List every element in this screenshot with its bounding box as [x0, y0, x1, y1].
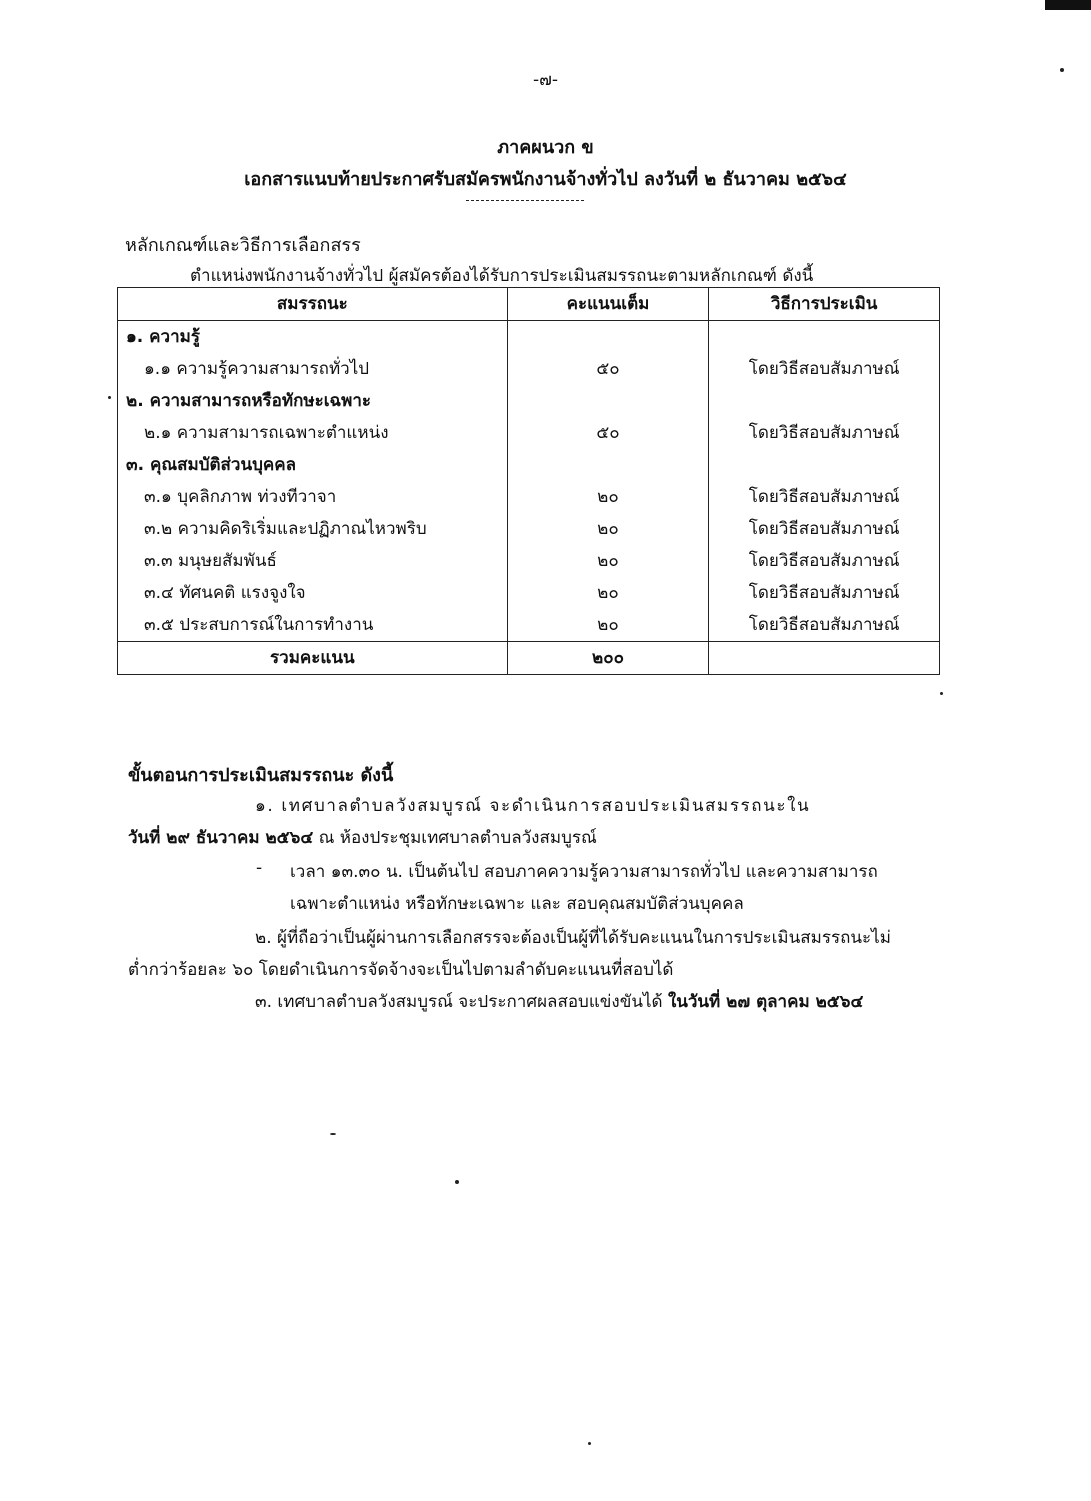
- competency-table: [117, 287, 940, 675]
- total-label: รวมคะแนน: [118, 642, 508, 675]
- step-1-date-place: [128, 824, 597, 851]
- competency-score: ๕๐: [507, 353, 709, 385]
- competency-method: โดยวิธีสอบสัมภาษณ์: [709, 481, 940, 513]
- criteria-intro: ตำแหน่งพนักงานจ้างทั่วไป ผู้สมัครต้องได้รับการประเมินสมรรถนะตามหลักเกณฑ์ ดังนี้: [190, 266, 814, 286]
- step-3-date: ในวันที่ ๒๗ ตุลาคม ๒๕๖๔: [667, 992, 864, 1012]
- competency-method: โดยวิธีสอบสัมภาษณ์: [709, 577, 940, 609]
- table-header-row: [118, 288, 940, 321]
- competency-method: โดยวิธีสอบสัมภาษณ์: [709, 353, 940, 385]
- competency-score: ๒๐: [507, 481, 709, 513]
- scan-speck: [588, 1442, 591, 1445]
- scan-speck: [330, 1133, 336, 1135]
- scan-speck: [108, 396, 111, 399]
- step-1-detail-line-2: เฉพาะตำแหน่ง หรือทักษะเฉพาะ และ สอบคุณสมบัติส่วนบุคคล: [290, 894, 744, 914]
- step-1-text: ๑. เทศบาลตำบลวังสมบูรณ์ จะดำเนินการสอบประเมินสมรรถนะใน: [255, 796, 811, 816]
- criteria-heading: หลักเกณฑ์และวิธีการเลือกสรร: [125, 235, 361, 256]
- competency-method: โดยวิธีสอบสัมภาษณ์: [709, 609, 940, 642]
- table-row: [118, 513, 940, 545]
- competency-method: [709, 321, 940, 354]
- steps-heading: ขั้นตอนการประเมินสมรรถนะ ดังนี้: [128, 765, 394, 786]
- appendix-title: ภาคผนวก ข: [497, 137, 594, 158]
- competency-score: ๒๐: [507, 609, 709, 642]
- competency-score: ๒๐: [507, 513, 709, 545]
- step-1-bullet: -: [256, 858, 263, 878]
- header-method: วิธีการประเมิน: [709, 288, 940, 321]
- competency-name: ๑. ความรู้: [118, 321, 508, 354]
- table-row: [118, 449, 940, 481]
- table-row: [118, 577, 940, 609]
- competency-name: ๓.๔ ทัศนคติ แรงจูงใจ: [118, 577, 508, 609]
- table-row: [118, 385, 940, 417]
- competency-method: [709, 449, 940, 481]
- table-total-row: [118, 642, 940, 675]
- table-row: [118, 417, 940, 449]
- appendix-subtitle: เอกสารแนบท้ายประกาศรับสมัครพนักงานจ้างทั่วไป ลงวันที่ ๒ ธันวาคม ๒๕๖๔: [244, 169, 847, 190]
- competency-score: ๒๐: [507, 545, 709, 577]
- table-row: [118, 481, 940, 513]
- competency-score: [507, 449, 709, 481]
- table-row: [118, 545, 940, 577]
- scan-speck: [940, 692, 943, 695]
- competency-name: ๒. ความสามารถหรือทักษะเฉพาะ: [118, 385, 508, 417]
- competency-score: ๒๐: [507, 577, 709, 609]
- competency-name: ๓.๕ ประสบการณ์ในการทำงาน: [118, 609, 508, 642]
- header-competency: สมรรถนะ: [118, 288, 508, 321]
- competency-name: ๓.๓ มนุษยสัมพันธ์: [118, 545, 508, 577]
- total-method: [709, 642, 940, 675]
- table-row: [118, 321, 940, 354]
- scan-speck: [455, 1180, 459, 1184]
- title-divider: [466, 200, 584, 201]
- table-row: [118, 609, 940, 642]
- page-number: -๗-: [532, 70, 559, 90]
- step-3: [255, 988, 863, 1015]
- step-1-date: วันที่ ๒๙ ธันวาคม ๒๕๖๔: [128, 828, 314, 848]
- competency-score: ๕๐: [507, 417, 709, 449]
- table-row: [118, 353, 940, 385]
- step-1-place: ณ ห้องประชุมเทศบาลตำบลวังสมบูรณ์: [313, 828, 597, 848]
- competency-name: ๓.๒ ความคิดริเริ่มและปฏิภาณไหวพริบ: [118, 513, 508, 545]
- competency-method: โดยวิธีสอบสัมภาษณ์: [709, 417, 940, 449]
- competency-method: โดยวิธีสอบสัมภาษณ์: [709, 513, 940, 545]
- step-3-text: ๓. เทศบาลตำบลวังสมบูรณ์ จะประกาศผลสอบแข่งขันได้: [255, 992, 668, 1012]
- competency-name: ๒.๑ ความสามารถเฉพาะตำแหน่ง: [118, 417, 508, 449]
- competency-name: ๓. คุณสมบัติส่วนบุคคล: [118, 449, 508, 481]
- header-full-score: คะแนนเต็ม: [507, 288, 709, 321]
- scan-edge-mark: [1045, 0, 1091, 10]
- total-score: ๒๐๐: [507, 642, 709, 675]
- competency-method: [709, 385, 940, 417]
- step-2-text-line-2: ต่ำกว่าร้อยละ ๖๐ โดยดำเนินการจัดจ้างจะเป็นไปตามลำดับคะแนนที่สอบได้: [128, 960, 674, 980]
- step-2-text-line-1: ๒. ผู้ที่ถือว่าเป็นผู้ผ่านการเลือกสรรจะต้องเป็นผู้ที่ได้รับคะแนนในการประเมินสมรรถนะไม่: [255, 928, 891, 948]
- competency-method: โดยวิธีสอบสัมภาษณ์: [709, 545, 940, 577]
- competency-score: [507, 321, 709, 354]
- competency-score: [507, 385, 709, 417]
- competency-name: ๓.๑ บุคลิกภาพ ท่วงทีวาจา: [118, 481, 508, 513]
- competency-name: ๑.๑ ความรู้ความสามารถทั่วไป: [118, 353, 508, 385]
- step-1-detail-line-1: เวลา ๑๓.๓๐ น. เป็นต้นไป สอบภาคความรู้ความสามารถทั่วไป และความสามารถ: [290, 862, 878, 882]
